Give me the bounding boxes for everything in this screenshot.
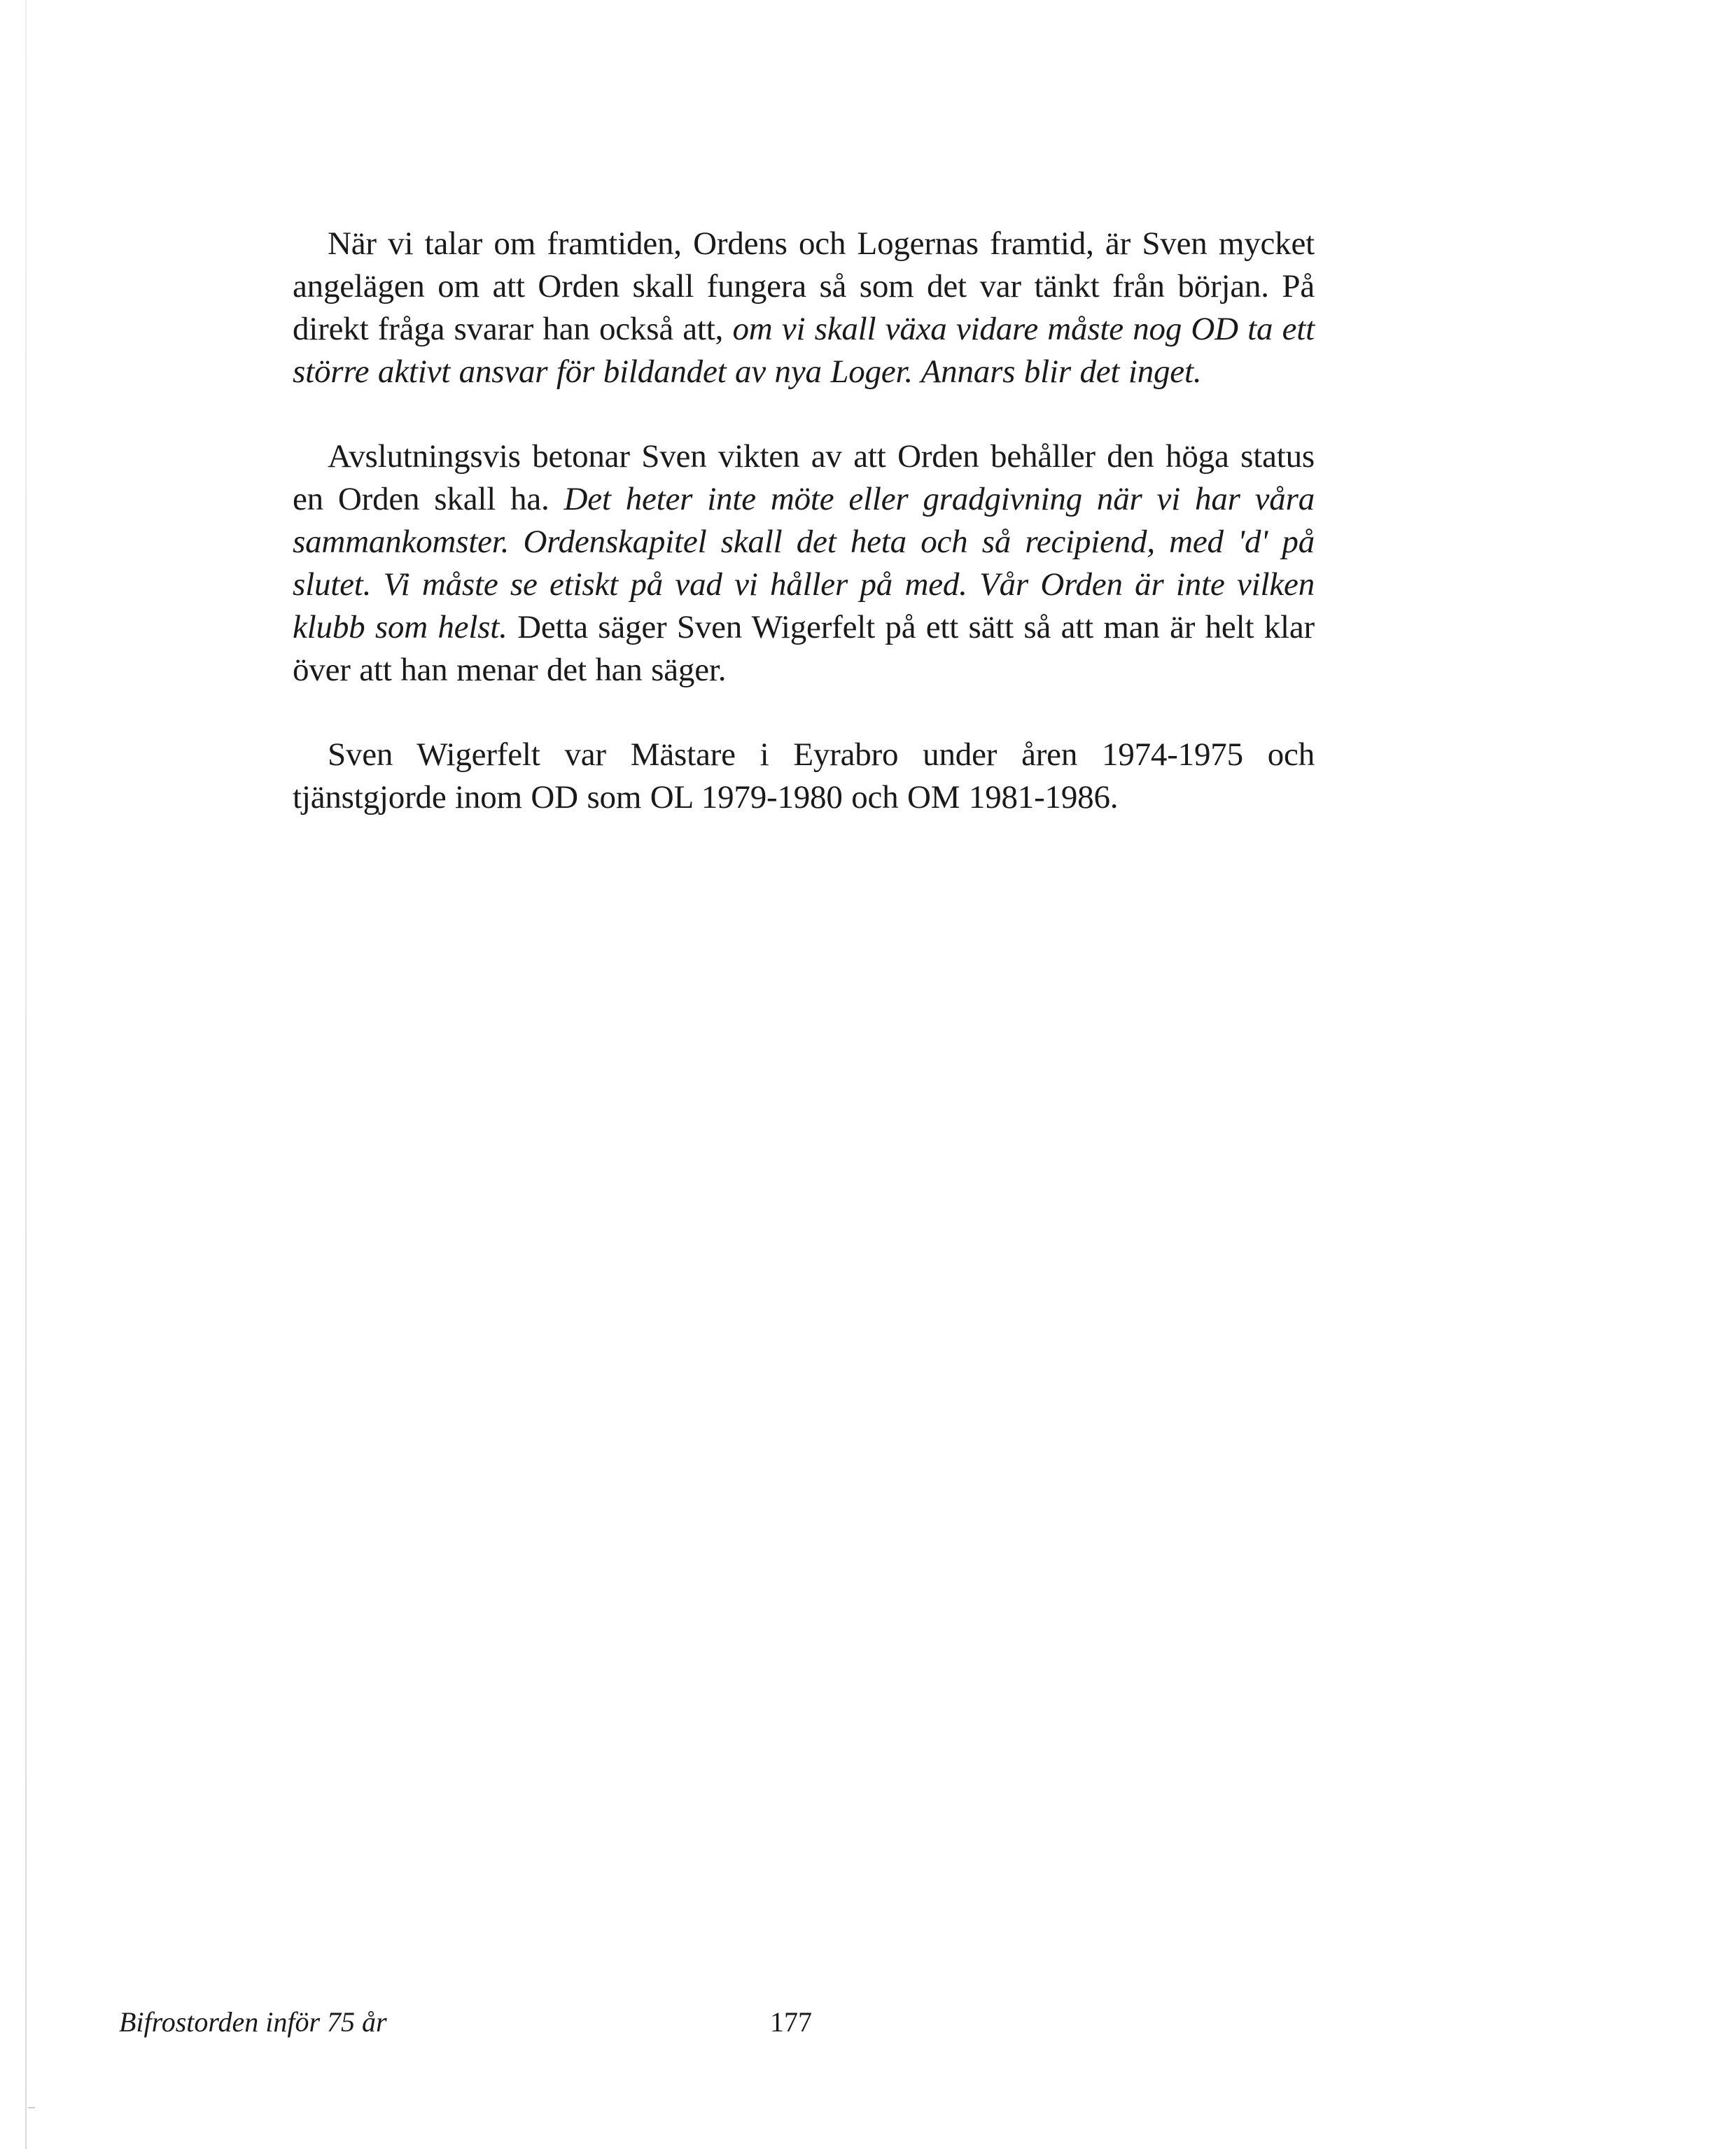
paragraph-status-tail: Detta säger Sven Wigerfelt på ett sätt så att man är helt klar över att han menar det han säger. [293,609,1315,688]
paragraph-future [293,223,1315,393]
footer-page-number: 177 [770,2006,812,2038]
paragraph-future-quote: om vi skall växa vidare måste nog OD ta ett större aktivt ansvar för bildandet av nya Loger. Annars blir det inget. [293,311,1315,390]
paragraph-status [293,435,1315,692]
footer-book-title: Bifrostorden inför 75 år [119,2006,387,2038]
paragraph-status-quote: Det heter inte möte eller gradgivning när vi har våra sammankomster. Ordenskapitel skall det heta och så recipiend, med 'd' på slutet. Vi måste se etiskt på vad vi håller på med. Vår Orden är inte vilken klubb som helst. [293,481,1315,645]
paragraph-future-text: När vi talar om framtiden, Ordens och Logernas framtid, är Sven mycket angelägen om att Orden skall fungera så som det var tänkt från början. På direkt fråga svarar han också att, [293,225,1315,347]
page-body [293,223,1315,861]
paragraph-status-text: Avslutningsvis betonar Sven vikten av att Orden behåller den höga status en Orden skall ha. [293,438,1315,517]
paragraph-biography [293,734,1315,819]
scan-corner-mark [28,2107,35,2108]
paragraph-biography-text: Sven Wigerfelt var Mästare i Eyrabro under åren 1974-1975 och tjänstgjorde inom OD som OL 1979-1980 och OM 1981-1986. [293,736,1315,816]
scan-edge-line [25,0,27,2149]
